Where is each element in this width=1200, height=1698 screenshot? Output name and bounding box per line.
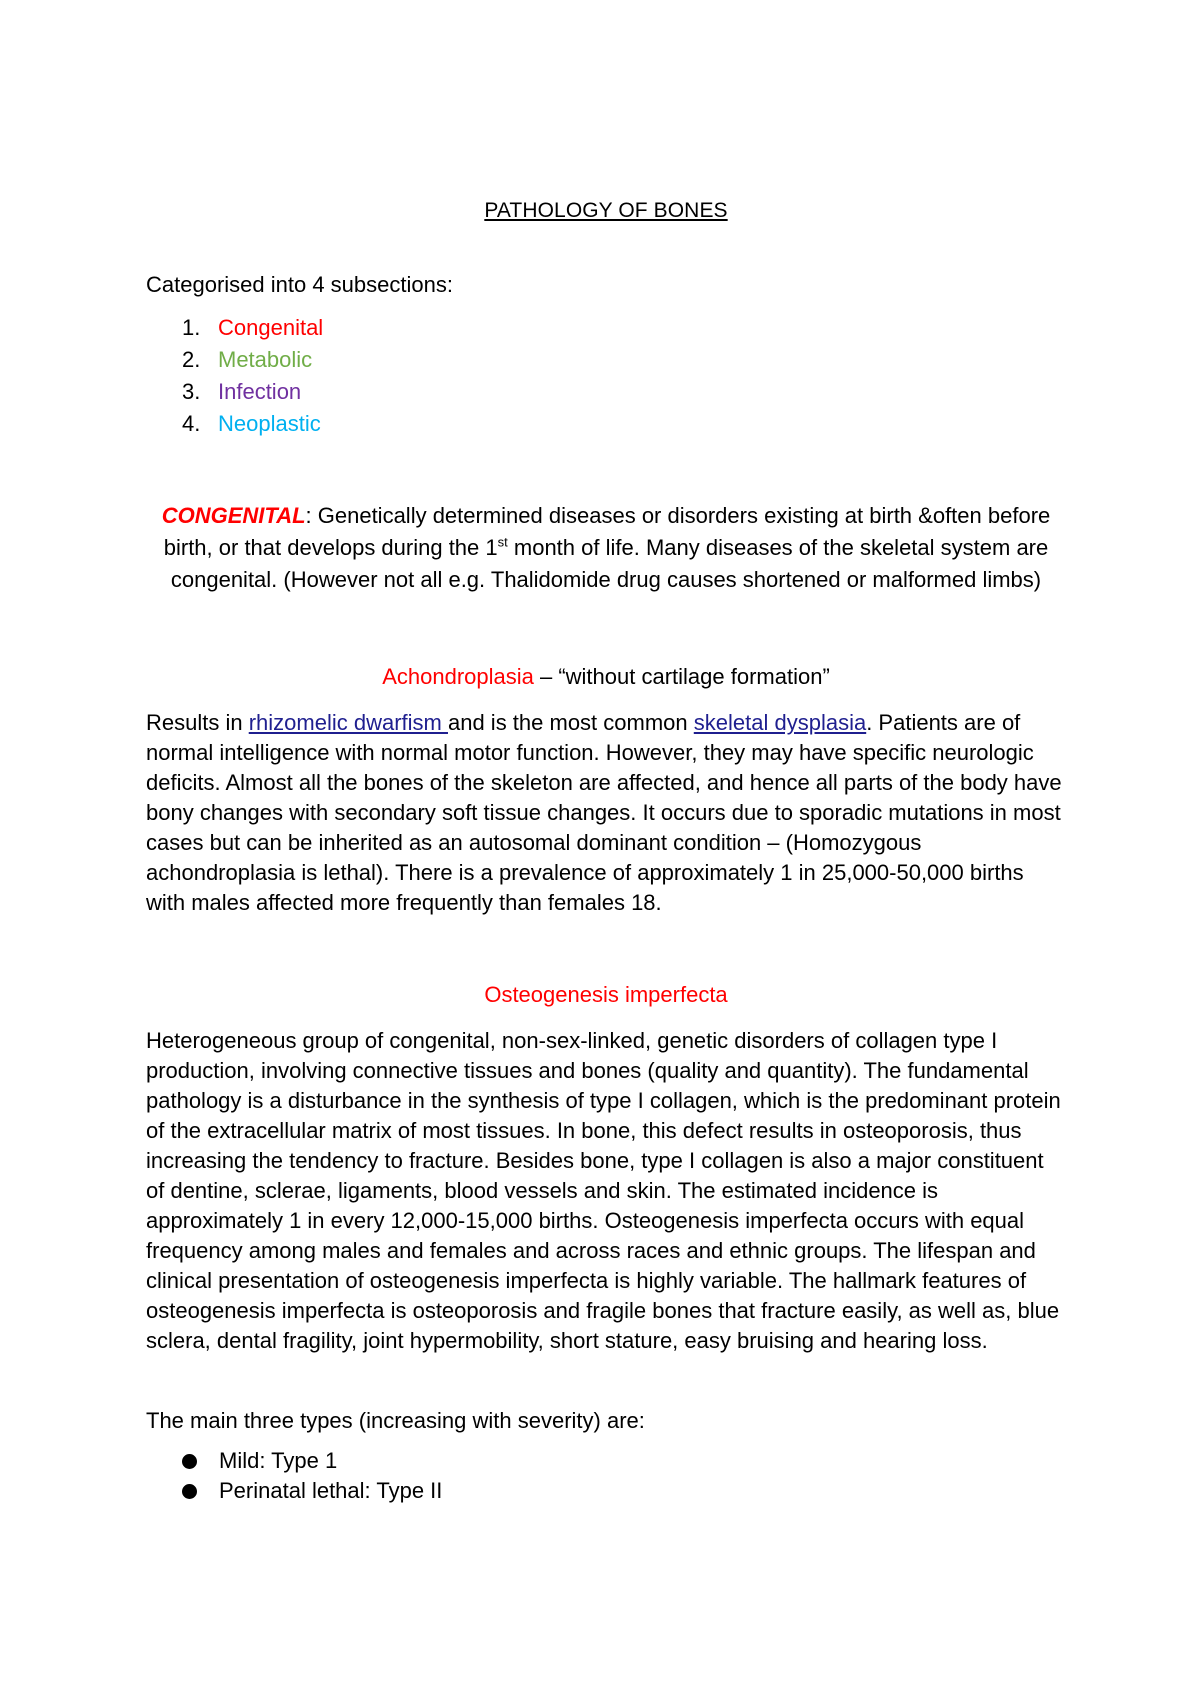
congenital-text-a: : Genetically determined diseases or disorders existing at birth &often before birth, or that develops during the 1 [163,503,1051,560]
bullet-icon [182,1484,197,1499]
list-number: 1. [182,315,201,340]
list-item [182,408,1066,440]
list-item [182,376,1066,408]
congenital-label: CONGENITAL [161,503,306,528]
intro-text: Categorised into 4 subsections: [146,272,453,297]
list-item [182,344,1066,376]
subsection-congenital: Congenital [218,315,324,340]
osteogenesis-heading [146,980,1066,1010]
subsection-infection: Infection [218,379,302,404]
list-number: 3. [182,379,201,404]
list-item [219,1476,1066,1506]
rhizomelic-dwarfism-link[interactable]: rhizomelic dwarfism [248,710,448,735]
types-list [146,1446,1066,1506]
types-intro: The main three types (increasing with severity) are: [146,1408,645,1433]
list-item [219,1446,1066,1476]
type-label: Perinatal lethal: Type II [219,1478,443,1503]
congenital-text-b: month of life. Many diseases of the skeletal system are congenital. (However not all e.g. Thalidomide drug causes shortened or malformed limbs) [170,535,1049,592]
achondroplasia-title: Achondroplasia [382,664,534,689]
document-body [146,196,1066,1506]
subsection-metabolic: Metabolic [218,347,313,372]
osteogenesis-paragraph: Heterogeneous group of congenital, non-sex-linked, genetic disorders of collagen type I production, involving connective tissues and bones (quality and quantity). The fundamental pathology is a disturbance in the synthesis of type I collagen, which is the predominant protein of the extracellular matrix of most tissues. In bone, this defect results in osteoporosis, thus increasing the tendency to fracture. Besides bone, type I collagen is also a major constituent of dentine, sclerae, ligaments, blood vessels and skin. The estimated incidence is approximately 1 in every 12,000-15,000 births. Osteogenesis imperfecta occurs with equal frequency among males and females and across races and ethnic groups. The lifespan and clinical presentation of osteogenesis imperfecta is highly variable. The hallmark features of osteogenesis imperfecta is osteoporosis and fragile bones that fracture easily, as well as, blue sclera, dental fragility, joint hypermobility, short stature, easy bruising and hearing loss. [146,1028,1061,1353]
list-item [182,312,1066,344]
osteogenesis-title: Osteogenesis imperfecta [484,982,728,1007]
achondroplasia-paragraph [146,708,1066,918]
achondroplasia-heading [146,662,1066,692]
achondroplasia-subtitle: – “without cartilage formation” [533,664,830,689]
list-number: 4. [182,411,201,436]
subsection-list [146,312,1066,440]
subsection-neoplastic: Neoplastic [218,411,321,436]
superscript-st: st [497,534,508,550]
type-label: Mild: Type 1 [219,1448,338,1473]
list-number: 2. [182,347,201,372]
bullet-icon [182,1454,197,1469]
achondroplasia-text-b: and is the most common [447,710,694,735]
achondroplasia-text-c: . Patients are of normal intelligence with normal motor function. However, they may have specific neurologic deficits. Almost all the bones of the skeleton are affected, and hence all parts of the body have bony changes with secondary soft tissue changes. It occurs due to sporadic mutations in most cases but can be inherited as an autosomal dominant condition – (Homozygous achondroplasia is lethal). There is a prevalence of approximately 1 in 25,000-50,000 births with males affected more frequently than females 18. [146,710,1062,915]
page-title: PATHOLOGY OF BONES [484,199,728,222]
congenital-definition [146,500,1066,596]
skeletal-dysplasia-link[interactable]: skeletal dysplasia [693,710,867,735]
achondroplasia-text-a: Results in [146,710,249,735]
